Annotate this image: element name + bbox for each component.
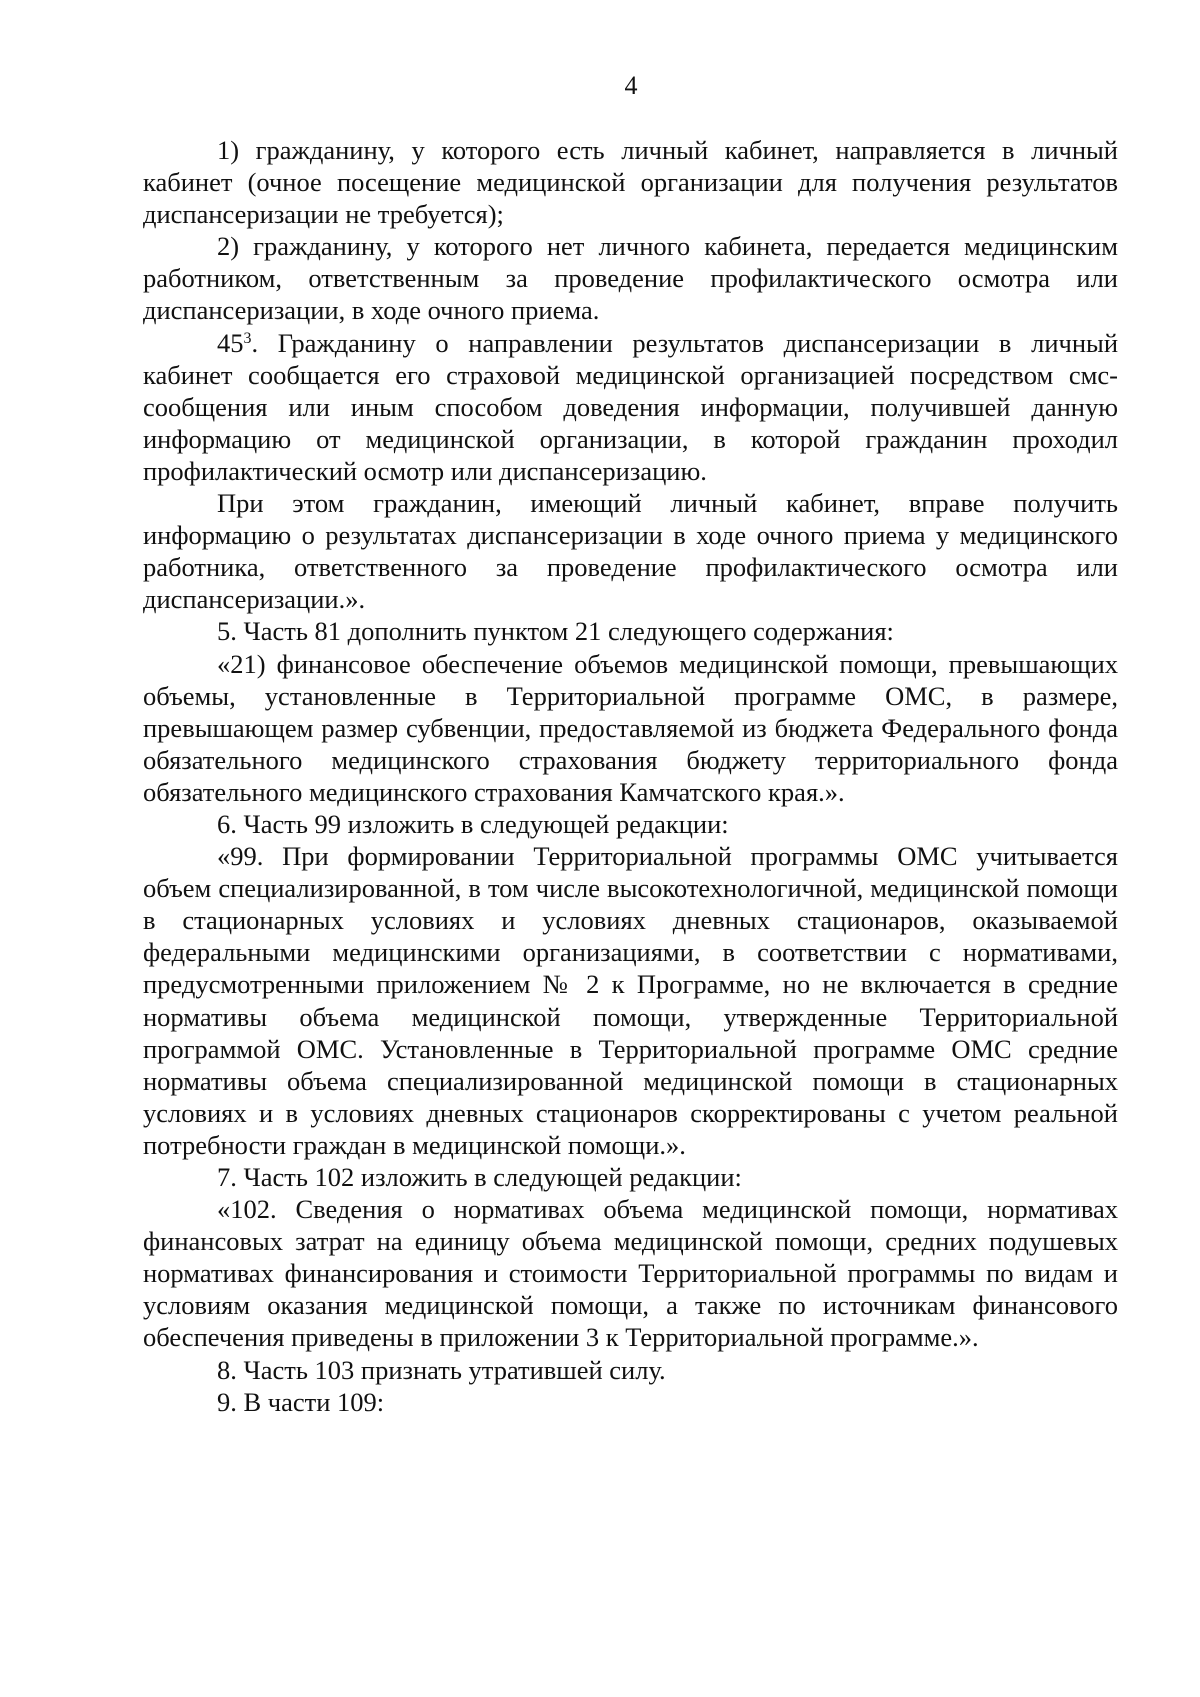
paragraph-part-109: 9. В части 109: — [217, 1386, 385, 1417]
paragraph-part-102: 7. Часть 102 изложить в следующей редакции: — [217, 1162, 742, 1192]
paragraph-item-2: 2) гражданину, у которого нет личного кабинета, передается медицинским работником, ответственным за проведение профилактического осмотра или диспансеризации, в ходе очного приема. — [143, 231, 1118, 326]
paragraph-part-81: 5. Часть 81 дополнить пунктом 21 следующего содержания: — [217, 616, 894, 647]
paragraph-item-1: 1) гражданину, у которого есть личный кабинет, направляется в личный кабинет (очное посещение медицинской организации для получения результатов диспансеризации не требуется); — [143, 135, 1118, 230]
paragraph-part-99: 6. Часть 99 изложить в следующей редакции: — [217, 808, 729, 839]
document-body — [143, 134, 1118, 1418]
paragraph-text-99: «99. При формировании Территориальной программы ОМС учитывается объем специализированной, в том числе высокотехнологичной, медицинской помощи в стационарных условиях и условиях дневных стационаров, оказываемой федеральными медицинскими организациями, в соответствии с нормативами, предусмотренными приложением № 2 к Программе, но не включается в средние нормативы объема медицинской помощи, утвержденные Территориальной программой ОМС. Установленные в Территориальной программе ОМС средние нормативы объема специализированной медицинской помощи в стационарных условиях и в условиях дневных стационаров скорректированы с учетом реальной потребности граждан в медицинской помощи.». — [143, 841, 1118, 1160]
paragraph-text-102: «102. Сведения о нормативах объема медицинской помощи, нормативах финансовых затрат на единицу объема медицинской помощи, средних подушевых нормативах финансирования и стоимости Территориальной программы по видам и условиям оказания медицинской помощи, а также по источникам финансового обеспечения приведены в приложении 3 к Территориальной программе.». — [143, 1194, 1118, 1353]
paragraph-lk-info: При этом гражданин, имеющий личный кабинет, вправе получить информацию о результатах диспансеризации в ходе очного приема у медицинского работника, ответственного за проведение профилактического осмотра или диспансеризации.». — [143, 488, 1118, 615]
paragraph-part-103: 8. Часть 103 признать утратившей силу. — [217, 1354, 666, 1385]
clause-superscript: 3 — [243, 329, 252, 347]
clause-number: 45 — [217, 327, 244, 358]
page-number: 4 — [624, 71, 638, 100]
paragraph-45-3 — [143, 327, 1118, 487]
clause-text: . Гражданину о направлении результатов диспансеризации в личный кабинет сообщается его страховой медицинской организацией посредством смс-сообщения или иным способом доведения информации, получившей данную информацию от медицинской организации, в которой гражданин проходил профилактический осмотр или диспансеризацию. — [143, 327, 1118, 486]
paragraph-point-21: «21) финансовое обеспечение объемов медицинской помощи, превышающих объемы, установленные в Территориальной программе ОМС, в размере, превышающем размер субвенции, предоставляемой из бюджета Федерального фонда обязательного медицинского страхования бюджету территориального фонда обязательного медицинского страхования Камчатского края.». — [143, 648, 1118, 807]
